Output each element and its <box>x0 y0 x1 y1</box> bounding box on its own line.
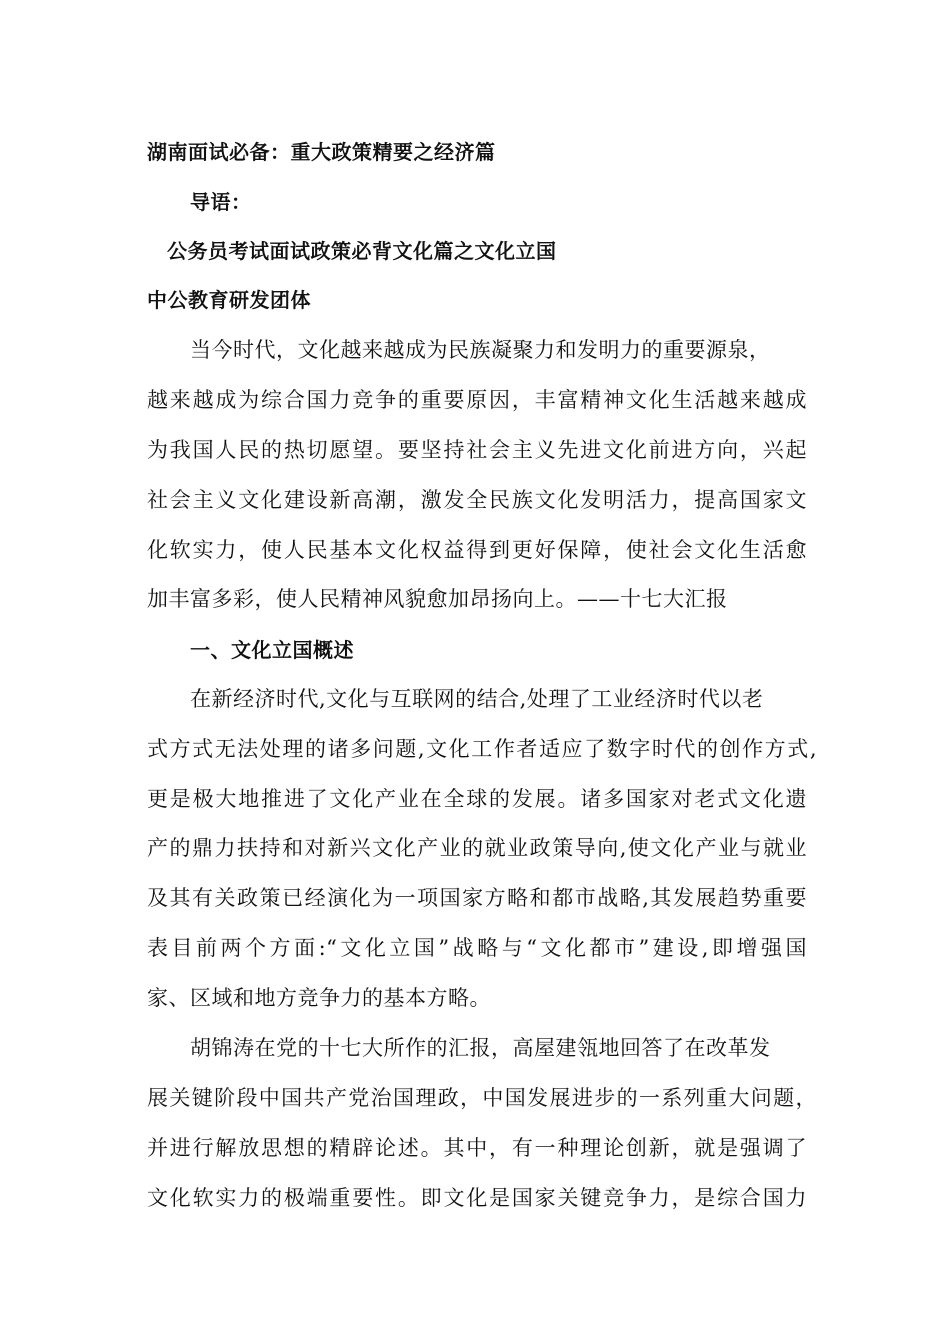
paragraph-line: 在新经济时代,文化与互联网的结合,处理了工业经济时代以老 <box>190 687 764 711</box>
paragraph-line: 更是极大地推进了文化产业在全球的发展。诸多国家对老式文化遗 <box>147 787 807 811</box>
paragraph-line: 为我国人民的热切愿望。要坚持社会主义先进文化前进方向，兴起 <box>147 438 807 462</box>
paragraph-line: 社会主义文化建设新高潮，激发全民族文化发明活力，提高国家文 <box>147 488 807 512</box>
paragraph-line: 当今时代，文化越来越成为民族凝聚力和发明力的重要源泉， <box>190 338 771 362</box>
paragraph-line: 越来越成为综合国力竞争的重要原因，丰富精神文化生活越来越成 <box>147 388 807 412</box>
paragraph-line: 产的鼎力扶持和对新兴文化产业的就业政策导向,使文化产业与就业 <box>147 836 807 860</box>
paragraph-line: 展关键阶段中国共产党治国理政，中国发展进步的一系列重大问题， <box>147 1086 817 1110</box>
intro-label: 导语： <box>190 190 252 214</box>
paragraph-line: 及其有关政策已经演化为一项国家方略和都市战略,其发展趋势重要 <box>147 886 807 910</box>
paragraph-line: 并进行解放思想的精辟论述。其中，有一种理论创新，就是强调了 <box>147 1136 807 1160</box>
paragraph-line: 化软实力，使人民基本文化权益得到更好保障，使社会文化生活愈 <box>147 538 807 562</box>
paragraph-line: 表目前两个方面:“文化立国”战略与“文化都市”建设,即增强国 <box>147 936 807 960</box>
section-heading: 一、文化立国概述 <box>190 638 354 662</box>
author-line: 中公教育研发团体 <box>147 288 311 312</box>
paragraph-line: 加丰富多彩，使人民精神风貌愈加昂扬向上。——十七大汇报 <box>147 587 728 611</box>
document-subtitle: 公务员考试面试政策必背文化篇之文化立国 <box>167 239 557 263</box>
document-title: 湖南面试必备：重大政策精要之经济篇 <box>147 140 496 164</box>
paragraph-line: 式方式无法处理的诸多问题,文化工作者适应了数字时代的创作方式, <box>147 737 817 761</box>
paragraph-line: 胡锦涛在党的十七大所作的汇报，高屋建瓴地回答了在改革发 <box>190 1036 771 1060</box>
paragraph-line: 家、区域和地方竞争力的基本方略。 <box>147 986 491 1010</box>
paragraph-line: 文化软实力的极端重要性。即文化是国家关键竞争力，是综合国力 <box>147 1186 807 1210</box>
